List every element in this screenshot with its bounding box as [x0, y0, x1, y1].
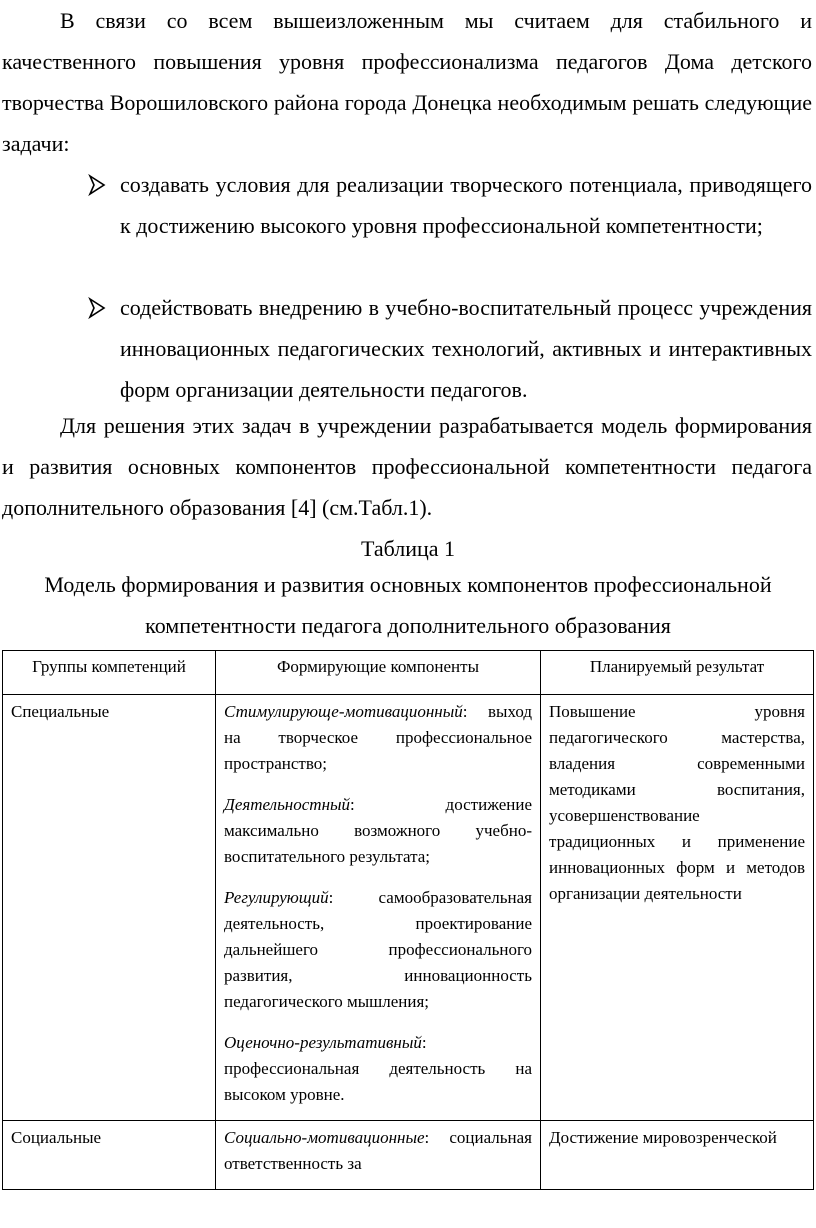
component-item: Стимулирующе-мотивационный: выход на творческое профессиональное пространство;: [224, 702, 532, 773]
component-name: Оценочно-результативный: [224, 1033, 422, 1052]
cell-result: Достижение мировозренческой: [541, 1121, 814, 1190]
table-header-row: [3, 651, 814, 695]
cell-group: Социальные: [3, 1121, 216, 1190]
cell-components: [216, 1121, 541, 1190]
intro-paragraph: В связи со всем вышеизложенным мы считаем для стабильного и качественного повышения уровня профессионализма педагогов Дома детского творчества Ворошиловского района города Донецка необходимым решать следующие задачи:: [2, 8, 812, 156]
list-item: [90, 287, 812, 410]
component-item: Регулирующий: самообразовательная деятельность, проектирование дальнейшего профессионального развития, инновационность педагогического мышления;: [224, 888, 532, 1011]
component-desc: социальная ответственность за: [224, 1128, 532, 1173]
table-label: Таблица 1: [360, 536, 456, 561]
arrow-bullet-icon: [86, 287, 108, 328]
component-desc: самообразовательная деятельность, проектирование дальнейшего профессионального развития, инновационность педагогического мышления;: [224, 888, 532, 1011]
component-name: Деятельностный: [224, 795, 351, 814]
component-item: Социально-мотивационные: социальная ответственность за: [224, 1128, 532, 1173]
component-desc: выход на творческое профессиональное пространство;: [224, 702, 532, 773]
cell-result: Повышение уровня педагогического мастерства, владения современными методиками воспитания, усовершенствование традиционных и применение инновационных форм и методов организации деятельности: [541, 695, 814, 1121]
component-name: Регулирующий: [224, 888, 329, 907]
competence-table: [2, 650, 814, 1190]
header-result: Планируемый результат: [541, 651, 814, 695]
component-item: Оценочно-результативный: профессиональная деятельность на высоком уровне.: [224, 1033, 532, 1104]
component-name: Социально-мотивационные: [224, 1128, 425, 1147]
component-desc: достижение максимально возможного учебно-воспитательного результата;: [224, 795, 532, 866]
component-item: Деятельностный: достижение максимально возможного учебно-воспитательного результата;: [224, 795, 532, 866]
arrow-bullet-icon: [86, 164, 108, 205]
header-groups: Группы компетенций: [3, 651, 216, 695]
component-name: Стимулирующе-мотивационный: [224, 702, 463, 721]
bullet-text: содействовать внедрению в учебно-воспитательный процесс учреждения инновационных педагогических технологий, активных и интерактивных форм организации деятельности педагогов.: [120, 295, 812, 402]
second-paragraph: Для решения этих задач в учреждении разрабатывается модель формирования и развития основных компонентов профессиональной компетентности педагога дополнительного образования [4] (см.Табл.1).: [2, 413, 812, 520]
list-item: [90, 164, 812, 246]
cell-components: [216, 695, 541, 1121]
table-row: [3, 1121, 814, 1190]
table-title: Модель формирования и развития основных компонентов профессиональной компетентности педагога дополнительного образования: [44, 572, 772, 638]
header-components: Формирующие компоненты: [216, 651, 541, 695]
component-desc: профессиональная деятельность на высоком уровне.: [224, 1059, 532, 1104]
table-row: [3, 695, 814, 1121]
cell-group: Специальные: [3, 695, 216, 1121]
bullet-text: создавать условия для реализации творческого потенциала, приводящего к достижению высокого уровня профессиональной компетентности;: [120, 172, 812, 238]
